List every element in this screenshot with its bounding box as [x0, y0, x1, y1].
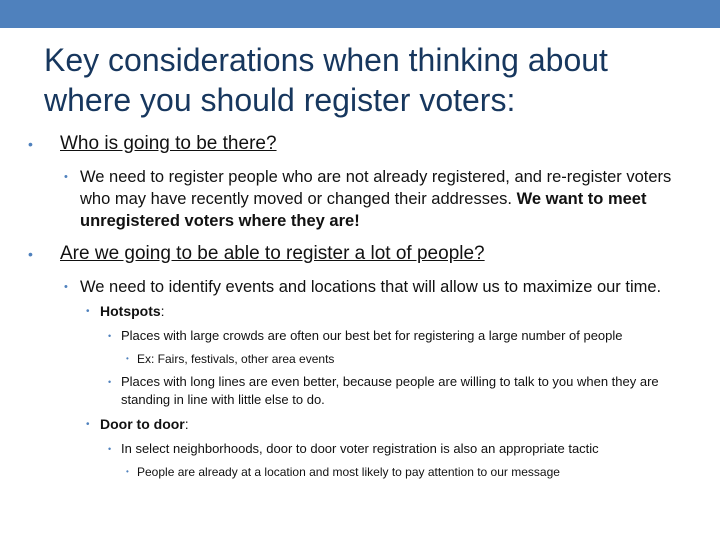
examples-text: Ex: Fairs, festivals, other area events: [137, 352, 335, 366]
bullet-examples: [28, 351, 696, 367]
bullet-marker: •: [28, 136, 33, 152]
bullet-marker: •: [126, 354, 129, 363]
bullet-large-crowds: [28, 327, 696, 345]
bullet-marker: •: [86, 306, 90, 317]
bullet-marker: •: [126, 467, 129, 476]
register-emphasis: We want to meet unregistered voters where they are!: [80, 190, 647, 230]
bullet-long-lines: [28, 373, 696, 409]
bullet-marker: •: [28, 246, 33, 262]
question-volume: Are we going to be able to register a lot of people?: [60, 243, 485, 264]
bullet-register-unregistered: [28, 166, 696, 232]
attention-text: People are already at a location and most likely to pay attention to our message: [137, 465, 560, 479]
long-lines-text: Places with long lines are even better, because people are willing to talk to you when they are standing in line with little else to do.: [121, 374, 659, 407]
bullet-who-is-there: [28, 132, 696, 156]
top-accent-bar: [0, 0, 720, 28]
bullet-identify-events: [28, 276, 696, 298]
hotspots-label: Hotspots: [100, 303, 161, 319]
slide-title: Key considerations when thinking about where you should register voters:: [44, 42, 608, 118]
identify-events-text: We need to identify events and locations that will allow us to maximize our time.: [80, 278, 662, 296]
bullet-marker: •: [108, 331, 112, 341]
bullet-marker: •: [108, 377, 112, 387]
register-text: We need to register people who are not already registered, and re-register voters who may have recently moved or changed their addresses.: [80, 168, 672, 208]
bullet-marker: •: [86, 419, 90, 430]
bullet-marker: •: [64, 171, 68, 183]
bullet-pay-attention: [28, 464, 696, 480]
hotspots-colon: :: [160, 303, 165, 319]
door-label: Door to door: [100, 416, 185, 432]
bullet-marker: •: [108, 444, 112, 454]
bullet-register-a-lot: [28, 242, 696, 266]
question-who: Who is going to be there?: [60, 133, 277, 154]
neighborhoods-text: In select neighborhoods, door to door voter registration is also an appropriate tactic: [121, 441, 599, 456]
bullet-door-to-door: [28, 415, 696, 434]
large-crowds-text: Places with large crowds are often our best bet for registering a large number of people: [121, 328, 623, 343]
bullet-select-neighborhoods: [28, 440, 696, 458]
door-colon: :: [184, 416, 189, 432]
slide-body: [28, 132, 696, 486]
bullet-marker: •: [64, 281, 68, 293]
bullet-hotspots: [28, 302, 696, 321]
